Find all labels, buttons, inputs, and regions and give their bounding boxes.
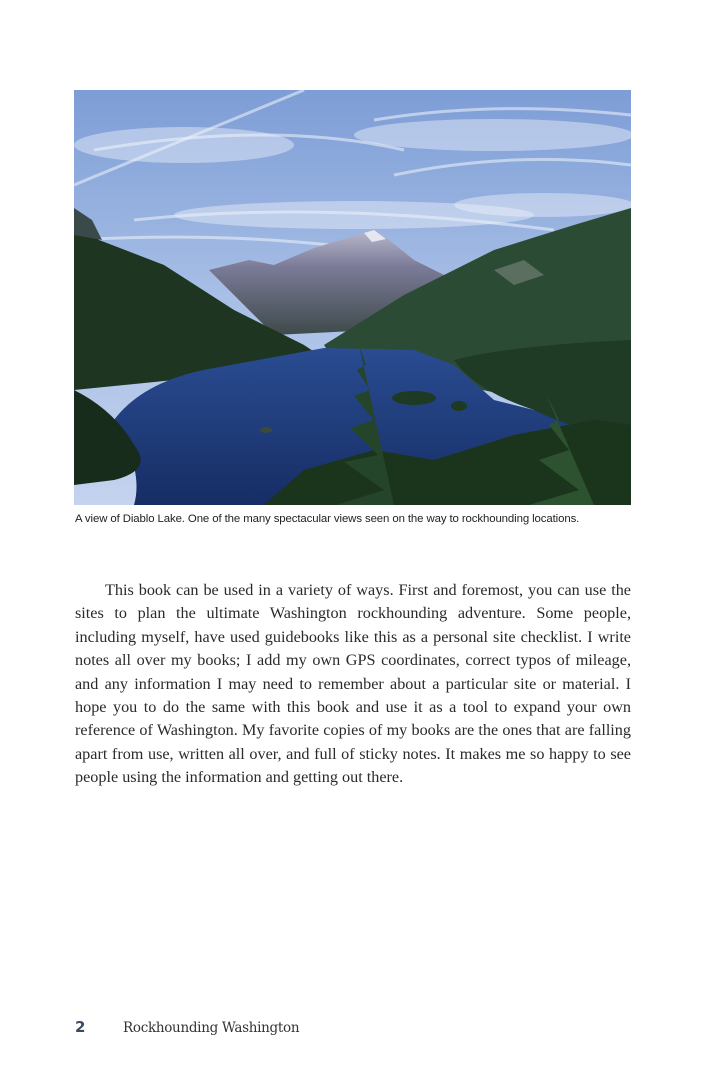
running-head-book-title: Rockhounding Washington bbox=[123, 1020, 300, 1036]
body-paragraph: This book can be used in a variety of ways. First and foremost, you can use the sites to plan the ultimate Washington rockhounding adventure. Some people, including myself, have used guidebooks like this as a personal site checklist. I write notes all over my books; I add my own GPS coordinates, correct typos of mileage, and any information I may need to remember about a particular site or material. I hope you to do the same with this book and use it as a tool to expand your own reference of Washington. My favorite copies of my books are the ones that are falling apart from use, written all over, and full of sticky notes. It makes me so happy to see people using the information and getting out there. bbox=[75, 581, 631, 787]
page-footer bbox=[75, 1018, 299, 1040]
photo-caption: A view of Diablo Lake. One of the many spectacular views seen on the way to rockhounding locations. bbox=[75, 513, 580, 525]
landscape-illustration bbox=[74, 90, 631, 505]
page-number: 2 bbox=[75, 1018, 86, 1036]
diablo-lake-photo bbox=[74, 90, 631, 505]
